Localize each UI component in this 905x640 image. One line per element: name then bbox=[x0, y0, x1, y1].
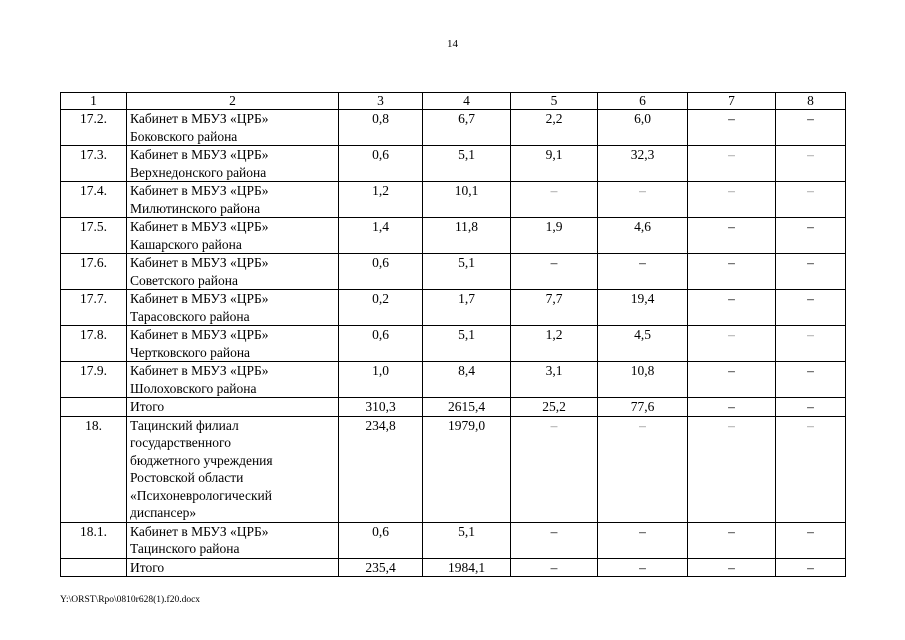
cell: – bbox=[598, 416, 688, 522]
cell: 9,1 bbox=[511, 146, 598, 182]
table-row bbox=[61, 290, 846, 326]
row-name-line: Кабинет в МБУЗ «ЦРБ» bbox=[130, 523, 269, 539]
cell: 1,9 bbox=[511, 218, 598, 254]
cell: – bbox=[688, 522, 776, 558]
cell: 234,8 bbox=[339, 416, 423, 522]
row-name-line: Кабинет в МБУЗ «ЦРБ» bbox=[130, 255, 269, 270]
cell: 1984,1 bbox=[423, 558, 511, 577]
row-name-line: диспансер» bbox=[130, 505, 197, 520]
header-cell: 8 bbox=[776, 93, 846, 110]
footer-file-path: Y:\ORST\Rpo\0810r628(1).f20.docx bbox=[60, 595, 201, 605]
cell: – bbox=[598, 254, 688, 290]
row-name-line: Итого bbox=[130, 399, 165, 414]
cell: – bbox=[688, 398, 776, 417]
row-name-line: Кабинет в МБУЗ «ЦРБ» bbox=[130, 183, 269, 198]
cell: – bbox=[688, 290, 776, 326]
cell: 0,6 bbox=[339, 522, 423, 558]
cell: – bbox=[688, 558, 776, 577]
cell: 19,4 bbox=[598, 290, 688, 326]
cell: – bbox=[688, 110, 776, 146]
header-cell: 6 bbox=[598, 93, 688, 110]
cell: – bbox=[776, 326, 846, 362]
page-number: 14 bbox=[447, 38, 458, 50]
row-name-line: Кабинет в МБУЗ «ЦРБ» bbox=[130, 327, 269, 342]
cell: 3,1 bbox=[511, 362, 598, 398]
row-name bbox=[127, 110, 339, 146]
cell: 0,6 bbox=[339, 326, 423, 362]
cell: 8,4 bbox=[423, 362, 511, 398]
cell: – bbox=[776, 110, 846, 146]
header-cell: 5 bbox=[511, 93, 598, 110]
cell: 0,2 bbox=[339, 290, 423, 326]
row-name bbox=[127, 146, 339, 182]
cell: – bbox=[776, 558, 846, 577]
cell: 0,6 bbox=[339, 146, 423, 182]
cell: – bbox=[511, 254, 598, 290]
cell: – bbox=[776, 290, 846, 326]
cell: 32,3 bbox=[598, 146, 688, 182]
table-row bbox=[61, 522, 846, 558]
cell: – bbox=[511, 416, 598, 522]
row-name-line: «Психоневрологический bbox=[130, 487, 272, 503]
table-row bbox=[61, 218, 846, 254]
row-name-line: Кабинет в МБУЗ «ЦРБ» bbox=[130, 147, 269, 162]
cell: – bbox=[776, 254, 846, 290]
row-name-line: Кабинет в МБУЗ «ЦРБ» bbox=[130, 363, 269, 378]
table-row bbox=[61, 326, 846, 362]
table-row bbox=[61, 362, 846, 398]
row-number bbox=[61, 558, 127, 577]
cell: 25,2 bbox=[511, 398, 598, 417]
row-name-line: Чертковского района bbox=[130, 344, 251, 360]
row-name-line: Шолоховского района bbox=[130, 380, 257, 396]
table-header-row bbox=[61, 93, 846, 110]
row-name-line: государственного bbox=[130, 435, 231, 450]
row-name-line: Кабинет в МБУЗ «ЦРБ» bbox=[130, 219, 269, 234]
cell: – bbox=[688, 362, 776, 398]
cell: – bbox=[776, 398, 846, 417]
cell: 10,8 bbox=[598, 362, 688, 398]
header-cell: 2 bbox=[127, 93, 339, 110]
row-name bbox=[127, 218, 339, 254]
row-number: 17.2. bbox=[61, 110, 127, 146]
cell: 1,2 bbox=[511, 326, 598, 362]
cell: – bbox=[511, 182, 598, 218]
cell: 1,0 bbox=[339, 362, 423, 398]
row-number: 17.6. bbox=[61, 254, 127, 290]
cell: 235,4 bbox=[339, 558, 423, 577]
table-row bbox=[61, 110, 846, 146]
row-name-line: Тарасовского района bbox=[130, 308, 250, 324]
row-number: 17.4. bbox=[61, 182, 127, 218]
table-row bbox=[61, 146, 846, 182]
cell: 2,2 bbox=[511, 110, 598, 146]
cell: – bbox=[688, 146, 776, 182]
row-number: 17.3. bbox=[61, 146, 127, 182]
cell: – bbox=[688, 326, 776, 362]
data-table bbox=[60, 92, 846, 577]
row-name bbox=[127, 254, 339, 290]
cell: – bbox=[776, 416, 846, 522]
row-name bbox=[127, 522, 339, 558]
cell: 0,8 bbox=[339, 110, 423, 146]
table-row-total bbox=[61, 398, 846, 417]
cell: 5,1 bbox=[423, 522, 511, 558]
row-name-line: Тацинского района bbox=[130, 541, 240, 556]
cell: – bbox=[776, 522, 846, 558]
cell: 1979,0 bbox=[423, 416, 511, 522]
row-number: 18.1. bbox=[61, 522, 127, 558]
cell: – bbox=[511, 522, 598, 558]
row-name-line: Верхнедонского района bbox=[130, 164, 267, 180]
cell: 11,8 bbox=[423, 218, 511, 254]
table-row bbox=[61, 182, 846, 218]
row-name-line: Кабинет в МБУЗ «ЦРБ» bbox=[130, 111, 269, 126]
cell: 6,0 bbox=[598, 110, 688, 146]
cell: 77,6 bbox=[598, 398, 688, 417]
row-name-line: Кашарского района bbox=[130, 236, 242, 252]
row-name-line: Милютинского района bbox=[130, 200, 261, 216]
table-row-total bbox=[61, 558, 846, 577]
row-number: 17.7. bbox=[61, 290, 127, 326]
cell: – bbox=[598, 182, 688, 218]
cell: 0,6 bbox=[339, 254, 423, 290]
table-row bbox=[61, 416, 846, 522]
row-name bbox=[127, 326, 339, 362]
row-number: 17.8. bbox=[61, 326, 127, 362]
row-name bbox=[127, 416, 339, 522]
cell: 5,1 bbox=[423, 146, 511, 182]
cell: – bbox=[688, 254, 776, 290]
header-cell: 4 bbox=[423, 93, 511, 110]
cell: – bbox=[776, 218, 846, 254]
row-name-line: Боковского района bbox=[130, 128, 238, 144]
row-number: 17.5. bbox=[61, 218, 127, 254]
header-cell: 3 bbox=[339, 93, 423, 110]
cell: – bbox=[688, 182, 776, 218]
cell: 5,1 bbox=[423, 254, 511, 290]
cell: 1,2 bbox=[339, 182, 423, 218]
cell: 2615,4 bbox=[423, 398, 511, 417]
row-number: 17.9. bbox=[61, 362, 127, 398]
cell: – bbox=[598, 558, 688, 577]
cell: 4,5 bbox=[598, 326, 688, 362]
row-name bbox=[127, 558, 339, 577]
row-name-line: Ростовской области bbox=[130, 470, 244, 485]
cell: – bbox=[688, 218, 776, 254]
row-name bbox=[127, 362, 339, 398]
cell: 4,6 bbox=[598, 218, 688, 254]
row-name-line: Кабинет в МБУЗ «ЦРБ» bbox=[130, 291, 269, 306]
cell: – bbox=[776, 146, 846, 182]
cell: 310,3 bbox=[339, 398, 423, 417]
cell: – bbox=[776, 182, 846, 218]
row-name bbox=[127, 398, 339, 417]
row-number: 18. bbox=[61, 416, 127, 522]
cell: – bbox=[688, 416, 776, 522]
cell: 1,7 bbox=[423, 290, 511, 326]
cell: 7,7 bbox=[511, 290, 598, 326]
header-cell: 7 bbox=[688, 93, 776, 110]
cell: – bbox=[776, 362, 846, 398]
row-name-line: Итого bbox=[130, 559, 165, 575]
row-name-line: Советского района bbox=[130, 272, 238, 288]
header-cell: 1 bbox=[61, 93, 127, 110]
row-name bbox=[127, 182, 339, 218]
cell: 6,7 bbox=[423, 110, 511, 146]
row-name bbox=[127, 290, 339, 326]
table-row bbox=[61, 254, 846, 290]
row-name-line: Тацинский филиал bbox=[130, 417, 239, 433]
cell: 1,4 bbox=[339, 218, 423, 254]
row-name-line: бюджетного учреждения bbox=[130, 452, 273, 468]
cell: – bbox=[598, 522, 688, 558]
cell: 10,1 bbox=[423, 182, 511, 218]
cell: 5,1 bbox=[423, 326, 511, 362]
cell: – bbox=[511, 558, 598, 577]
row-number bbox=[61, 398, 127, 417]
